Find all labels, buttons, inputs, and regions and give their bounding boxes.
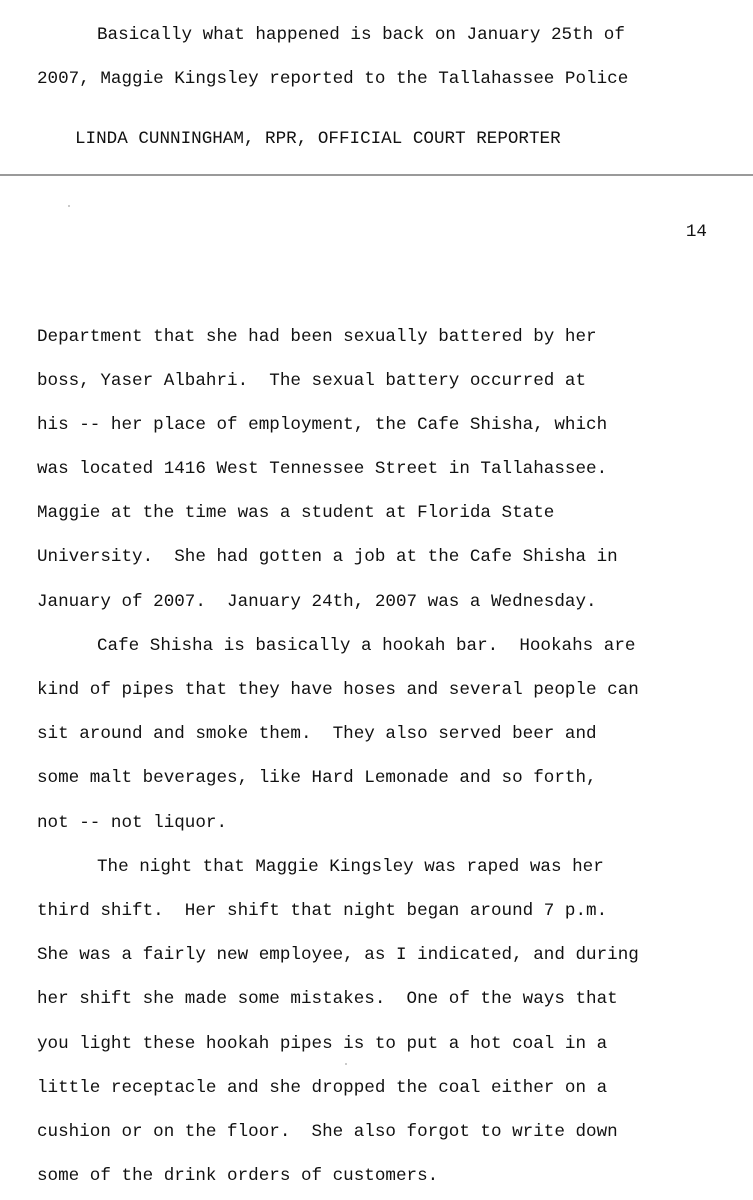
transcript-line: you light these hookah pipes is to put a hot coal in a (37, 1034, 608, 1054)
court-reporter-footer: LINDA CUNNINGHAM, RPR, OFFICIAL COURT REPORTER (75, 129, 561, 149)
transcript-line: boss, Yaser Albahri. The sexual battery occurred at (37, 371, 587, 391)
transcript-line: 2007, Maggie Kingsley reported to the Tallahassee Police (37, 69, 629, 89)
transcript-line: sit around and smoke them. They also served beer and (37, 724, 597, 744)
transcript-line: kind of pipes that they have hoses and several people can (37, 680, 639, 700)
scan-speck (345, 1063, 347, 1065)
transcript-line: not -- not liquor. (37, 813, 228, 833)
transcript-line: January of 2007. January 24th, 2007 was a Wednesday. (37, 592, 597, 612)
transcript-line: some of the drink orders of customers. (37, 1166, 439, 1186)
transcript-line: third shift. Her shift that night began around 7 p.m. (37, 901, 608, 921)
transcript-line: Maggie at the time was a student at Florida State (37, 503, 555, 523)
transcript-line: Cafe Shisha is basically a hookah bar. Hookahs are (97, 636, 636, 656)
transcript-line: her shift she made some mistakes. One of the ways that (37, 989, 618, 1009)
page-number: 14 (685, 222, 707, 242)
transcript-line: Department that she had been sexually battered by her (37, 327, 597, 347)
page-divider (0, 174, 753, 176)
transcript-line: University. She had gotten a job at the Cafe Shisha in (37, 547, 618, 567)
transcript-line: little receptacle and she dropped the coal either on a (37, 1078, 608, 1098)
transcript-line: cushion or on the floor. She also forgot to write down (37, 1122, 618, 1142)
transcript-line: was located 1416 West Tennessee Street in Tallahassee. (37, 459, 608, 479)
transcript-line: Basically what happened is back on January 25th of (97, 25, 625, 45)
transcript-line: his -- her place of employment, the Cafe Shisha, which (37, 415, 608, 435)
scan-speck (68, 205, 70, 207)
transcript-line: She was a fairly new employee, as I indicated, and during (37, 945, 639, 965)
transcript-line: The night that Maggie Kingsley was raped was her (97, 857, 604, 877)
transcript-line: some malt beverages, like Hard Lemonade and so forth, (37, 768, 597, 788)
